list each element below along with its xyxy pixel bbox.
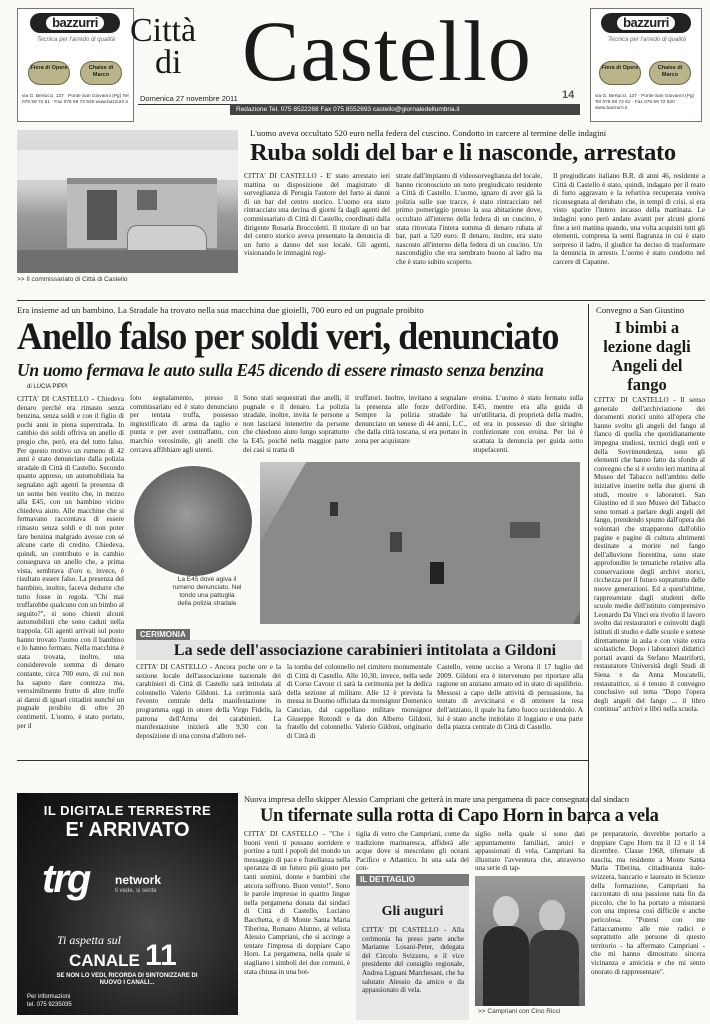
ad-badge: Chaise di Marco (649, 61, 691, 85)
issue-date: Domenica 27 novembre 2011 (140, 94, 238, 103)
ad-brand-logo: bazzurri (30, 13, 120, 33)
article4-text: CITTA' DI CASTELLO - "Che i buoni venti ti possano sorridere e portino a tutti i popoli del mondo un messaggio di pace e fratellanza nella speranza di un futuro più giusto per tanti uomini, donne e bambini che ancora soffrono. Buon vento!". Sono le parole impresse in quattro lingue nella pergamena donata dai sindaci di Città di Castello, Luciano Bacchetta, e di Monte Santa Maria Tiberina, Romano Alunno, al velista Alessio Campriani, che si accinge a tentare l'impresa di doppiare Capo Horn. La pergamena, nella quale si stagliano i simboli dei due comuni, è stata chiusa in una bot- (244, 830, 350, 976)
ad-tagline: Tecnica per l'arredo di qualità (37, 37, 115, 43)
redazione-bar: Redazione Tel. 075 8522268 Fax 075 8552693 castello@giornaledellumbria.it (230, 104, 580, 115)
article2-text: truffatori. Inoltre, invitano a segnalare la presenza alle forze dell'ordine. Sempre la polizia stradale ha denunciato un senese di 44 anni, L.C., che dalla città toscana, si era portato in zona per acquistare (355, 394, 467, 445)
article3-headline: La sede dell'associazione carabinieri intitolata a Gildoni (173, 642, 557, 659)
article3-text: CITTA' DI CASTELLO - Ancora poche ore e la sezione locale dell'associazione nazionale dei carabinieri di Città di Castello sarà intitolata al colonnello Valerio Gildoni. La cerimonia sarà l'evento centrale della manifestazione in programma oggi in onore della Virgo Fidelis, la patrona dell'Arma dei carabinieri. La manifestazione inizierà alle 9,30 con la deposizione di una corona d'alloro nel- (136, 663, 281, 740)
article3-text: Castello, venne ucciso a Verona il 17 luglio del 2009. Gildoni era è intervenuto per riportare alla ragione un anziano armato ed in stato di squilibrio. Messosi a capo delle attività di persuasione, ha tentato di avvicinarsi e di ottenere la resa dell'anziano, il quale ha fatto fuoco uccidendolo. A lui è stato anche intitolato il loggiato e una parte della piazza centrale di Città di Castello. (437, 663, 583, 732)
ad-badge: Chaise di Marco (80, 61, 122, 85)
article4-text: tiglia di vetro che Campriani, come da tradizione marinaresca, affiderà alle acque dove si mescolano gli oceani Pacifico e Atlantico. In una sala del con- (356, 830, 469, 872)
masthead-citta: Città (130, 12, 197, 49)
dettaglio-text: CITTA' DI CASTELLO - Alla cerimonia ha preso parte anche Marianne Losani-Peter, delegata del Circolo Svizzero, e il vice presidente del consiglio regionale, Andrea Lignani Marchesani, che ha salutato Alessio da amico e da appassionato di vela. (362, 926, 464, 995)
article1-text: CITTA' DI CASTELLO - E' stato arrestato ieri mattina su disposizione del magistrato di sorveglianza di Perugia l'autore del furto ai danni di un bar del centro storico. L'uomo era stato rintracciato una decina di giorni fa dagli agenti del commissariato di Città di Castello, coordinati dalla dirigente Rosaria Broccoletti. Il titolare di un bar del centro storico aveva presentato la denuncia di un furto a danno del suo locale. Gli agenti, visionando le immagini regi- (244, 172, 390, 258)
article1-kicker: L'uomo aveva occultato 520 euro nella federa del cuscino. Condotto in carcere al termine delle indagini (250, 128, 607, 138)
trg-logo: trg (42, 857, 90, 901)
article1-text: Il pregiudicato italiano B.R. di anni 46, residente a Città di Castello è stato, quindi, indagato per il reato di furto aggravato e la refurtiva recuperata veniva riconsegnata al derubato che, in tempi di crisi, si era visto sparire l'intero incasso della mattinata. Le indagini sono però andate avanti per alcuni giorni fino a ieri mattina quando, una volta acquisiti tutti gli elementi, compresa la semi flagranza in cui è stato sorpreso il ladro, il giudice ha deciso di trasformare la denuncia in arresto. L'uomo è stato condotto nel carcere di Capanne. (553, 172, 705, 266)
article2-text: Sono stati sequestrati due anelli, il pugnale e il denaro. La polizia stradale, inoltre, invita le persone a non lasciarsi intenerire da persone che chiedono aiuto lungo soprattutto la E45, poiché nella maggior parte dei casi si tratta di (243, 394, 349, 454)
dettaglio-label: IL DETTAGLIO (356, 874, 469, 886)
dettaglio-box (356, 874, 469, 1020)
section-rule (17, 760, 588, 761)
commissariato-photo (17, 130, 238, 273)
photo-caption: La E45 dove agiva il rumeno denunciato. Nel tondo una pattuglia della polizia stradale (172, 576, 242, 607)
ad-info: Per informazioni (27, 994, 71, 1000)
ad-address: via G. Bertucci, 137 · Ponte San Giovanni (Pg) Tel 075 59 72 61 · Fax 075 59 72 620 www.bazzurri.it (595, 94, 695, 111)
sidebar-text: CITTA' DI CASTELLO - Il senso generale dell'archiviazione dei documenti storici unito all'opera che hanno svolto gli angeli del fango al fianco di quella che quotidianamente impegna studiosi, tecnici degli enti e della Sovrintendenza, sono gli elementi che hanno fatto da sfondo al convegno che si è svolto ieri mattina al Museo del Tabacco nell'ambito delle iniziative inserite nella due giorni di studi, mostre e laboratori. San Giustino ed il suo Museo del Tabacco sono tornati a parlare degli angeli del fango, prendendo spunto dall'opera dei volontari che strapparono dall'oblio pagine e pagine di cultura altrimenti destinate a morire nel fango dell'alluvione fiorentina, sono state approfondite le tematiche relative alla conservazione degli archivi storici, ricchezza per il futuro soprattutto delle nuove generazioni. Ed a quest'ultime, rappresentate dagli studenti delle scuole medie dell'istituto comprensivo Leonardo Da Vinci era rivolto il lavoro svolto dai restauratori e coinvolti dagli istituti di studio e dalle scuole e sottese direttamente in aula e con visite extra scolastiche. Dopo i laboratori didattici portati avanti da Stefano Mastriforti, restauratore Università degli Studi di Siena e da Anna Moscatelli, restauratrice, si è tenuto il convegno conclusivo sul tema "Dopo l'opera degli angeli del fango ... il libro continua" archivi e libri nella scuola. (594, 396, 705, 714)
ad-network: network (115, 873, 162, 887)
ad-brand-logo: bazzurri (601, 13, 691, 33)
ad-badge: Fiera di Opere (28, 61, 70, 85)
article3-text: la tomba del colonnello nel cimitero monumentale di Città di Castello. Alle 10,30, invece, nella sede di Corso Cavour ci sarà la cerimonia per la dedica della sezione al militare. Alle 12 è prevista la messa in Duomo officiata da monsignor Domenico Cancian, dal cappellano militare monsignor Giuseppe Rotondi e da don Alberto Gildoni, fratello del colonnello. Valerio Gildoni, originario di Città di (287, 663, 432, 740)
masthead-castello: Castello (242, 3, 532, 99)
article2-text: foto segnalamento, presso il commissariato ed è stato denunciato per tentata truffa, possesso ingiustificato di arma da taglio e punta e per aver contraffatto, con marchio verosimile, gli anelli che cercava affibbiare agli utenti. (130, 394, 238, 454)
ad-channel-number: 11 (145, 939, 177, 972)
ad-notice: SE NON LO VEDI, RICORDA DI SINTONIZZARE DI NUOVO I CANALI... (56, 973, 198, 986)
ad-tel: tel. 075 9235035 (27, 1002, 72, 1008)
ad-wait: Ti aspetta sul (57, 933, 122, 947)
section-rule (17, 300, 705, 301)
ad-tv-line2: E' ARRIVATO (65, 819, 190, 841)
section-label-cerimonia: CERIMONIA (136, 629, 190, 640)
dettaglio-headline: Gli auguri (381, 904, 444, 919)
sidebar-kicker: Convegno a San Giustino (596, 305, 685, 315)
sidebar-rule (588, 304, 589, 824)
article2-headline: Anello falso per soldi veri, denunciato (17, 315, 559, 358)
article1-text: strate dall'impianto di videosorveglianza del locale, hanno riconosciuto un noto pregiudicato residente a Città di Castello. L'uomo, ignaro di aver già la polizia sulle sue tracce, è stato rintracciato nel primo pomeriggio presso la sua abitazione dove, occultato all'interno della federa di un cuscino, è stata ritrovata l'intera somma di denaro rubata al bar, pari a 520 euro. Il denaro, inoltre, era stato nascosto all'interno della federa di un cuscino. Un nascondiglio che era sembrato buono al ladro ma che è stato subito scoperto. (396, 172, 542, 266)
article4-kicker: Nuova impresa dello skipper Alessio Campriani che getterà in mare una pergamena di pace consegnata dal sindaco (244, 795, 629, 804)
article2-byline: di LUCIA PIPPI (27, 384, 68, 390)
article4-headline: Un tifernate sulla rotta di Capo Horn in barca a vela (260, 806, 659, 826)
article1-headline: Ruba soldi del bar e li nasconde, arrestato (250, 139, 676, 166)
article4-text: pe preparatorie, dovrebbe portarlo a doppiare Capo Horn tra il 12 e il 14 dicembre. Classe 1968, tifernate di nascita, ma residente a Monte Santa Maria Tiberina, cittadinanza italo-svizzera, bancario e laureato in Scienze della formazione, Campriani ha raccontato di una passione nata fin da piccolo, che lo ha portato a misurarsi con una impresa così difficile e anche pericolosa. "Potersi con me l'attaccamento alle mie radici e soprattutto alle persone di questo territorio - ha affermato Campriani - che mi hanno dimostrato sincera vicinanza e amicizia e che mi sento onorato di rappresentare". (591, 830, 705, 976)
campriani-photo (475, 876, 585, 1006)
ad-tv-line1: IL DIGITALE TERRESTRE (43, 803, 212, 818)
ad-address: via G. Bertucci, 137 · Ponte San Giovanni (Pg) Tel 075 59 72 61 · Fax 075 59 72 620 www.bazzurri.it (22, 94, 129, 105)
masthead-di: di (155, 44, 182, 81)
header-rule (138, 104, 230, 105)
ad-subtitle: ti vede, si sente (115, 888, 157, 894)
article2-subhead: Un uomo fermava le auto sulla E45 dicendo di essere rimasto senza benzina (17, 360, 544, 380)
header-ad-right[interactable] (590, 8, 702, 122)
article2-text: eroina. L'uomo è stato fermato sulla E45, mentre era alla guida di un'utilitaria, di proprietà della madre, ed era in possesso di due siringhe confezionate con eroina. Per lui è scattata la denuncia per guida sotto stupefacenti. (473, 394, 583, 454)
article4-text: siglio nella quale si sono dati appuntamento familiari, amici e appassionati di vela, Campriani ha illustrato l'avventura che, attraverso una serie di tap- (475, 830, 585, 873)
page-number: 14 (562, 89, 575, 101)
ad-badge: Fiera di Opere (599, 61, 641, 85)
trg-network-ad[interactable] (17, 793, 238, 1015)
ad-tagline: Tecnica per l'arredo di qualità (608, 37, 686, 43)
header-ad-left[interactable] (17, 8, 134, 122)
article2-text: CITTA' DI CASTELLO - Chiedeva denaro perché era rimasto senza benzina, senza soldi e con il figlio di pochi anni in piena superstrada. In cambio dei soldi offriva un anello di pregio che, però, era del tutto falso. Per questo motivo un rumeno di 42 anni è stato denunciato dalla polizia stradale di Città di Castello. Secondo quanto appreso, un automobilista ha segnalato agli agenti la presenza di un uomo ben vestito che, in mezzo alla E45, con un bambino vicino chiedeva aiuto. Alle macchine che si fermavano raccontava di essere rimasto senza soldi e di non poter fare benzina malgrado avesse con sé alcune carte di credito. Chiedeva, quindi, un contributo e in cambio consegnava un anello che, a prima vista, sembrava d'oro e, invece, è risultato essere falso. La presenza del bambino, inoltre, faceva dedurre che tutto fosse in regola. "Chi mai truffarebbe qualcuno con un bimbo al seguito?", si sono chiesti alcuni automobilisti che sono caduti nella trappola. Gli agenti arrivati sul posto hanno trovato l'uomo con il bambino e lo hanno fermato. Nella macchina è stata trovata, inoltre, una considerevole somma di denaro contante, circa 700 euro, di cui non ha saputo dare contezza ma, verosimilmente frutto di altre truffe ai danni di ignari cittadini nonché un pugnale proibito di oltre 20 centimetri. L'uomo, è stato portato, per il (17, 395, 124, 730)
photo-caption: >> Campriani con Cino Ricci (478, 1008, 561, 1015)
inset-photo-circle (132, 464, 254, 578)
article2-kicker: Era insieme ad un bambino. La Stradale ha trovato nella sua macchina due gioielli, 700 euro ed un pugnale proibito (17, 305, 424, 315)
ad-channel: CANALE (69, 951, 140, 970)
photo-caption: >> Il commissariato di Città di Castello (17, 276, 128, 283)
sidebar-headline: I bimbi a lezione dagli Angeli del fango (603, 318, 691, 394)
